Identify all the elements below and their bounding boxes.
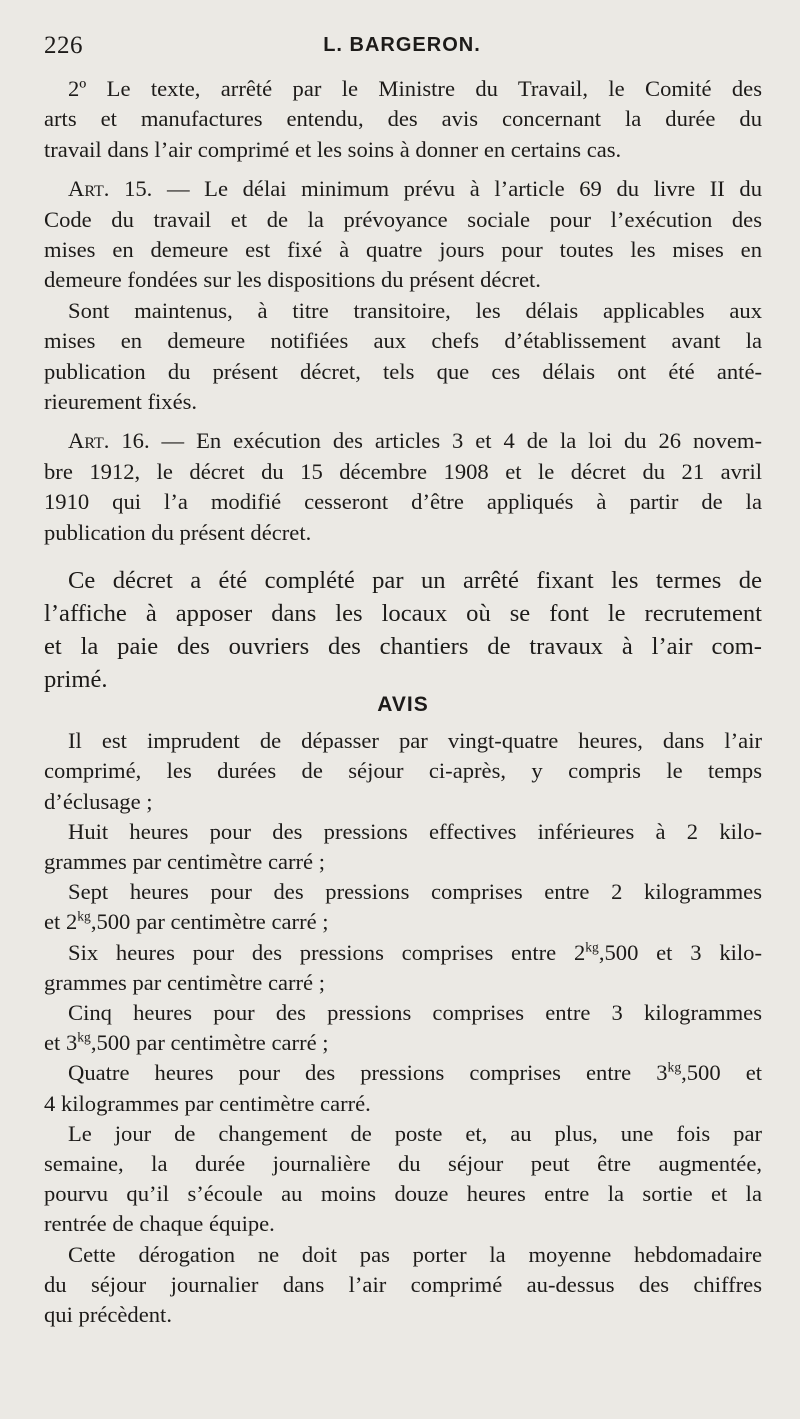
avis-heading: AVIS [377, 693, 429, 717]
text-line: publication du présent décret. [44, 519, 312, 545]
text-line: demeure fondées sur les dispositions du présent décret. [44, 267, 541, 293]
text-fragment: — En exécution des articles 3 et 4 de la loi du 26 novem- [149, 428, 762, 454]
text-line: qui précèdent. [44, 1301, 172, 1327]
page-header [44, 32, 760, 64]
text-line: grammes par centimètre carré ; [44, 848, 326, 874]
text-line: publication du présent décret, tels que ces délais ont été anté- [44, 358, 762, 384]
text-line: Cinq heures pour des pressions comprises entre 3 kilogrammes [68, 999, 762, 1025]
text-line: Huit heures pour des pressions effectives inférieures à 2 kilo- [68, 818, 762, 844]
text-line: primé. [44, 666, 108, 694]
text-line: et $2^{kg},500$ par centimètre carré ; [44, 908, 329, 935]
text-line: bre 1912, le décret du 15 décembre 1908 et le décret du 21 avril [44, 458, 762, 484]
text-line: Quatre heures pour des pressions comprises entre $3^{kg},500$ et [68, 1059, 762, 1086]
text-line: Cette dérogation ne doit pas porter la moyenne hebdomadaire [68, 1241, 762, 1267]
text-line: 2º Le texte, arrêté par le Ministre du Travail, le Comité des [68, 76, 762, 101]
paragraph-2-texte [44, 74, 762, 165]
text-line: pourvu qu’il s’écoule au moins douze heures entre la sortie et la [44, 1181, 762, 1207]
commentary-paragraph [44, 564, 762, 696]
text-line [44, 174, 762, 204]
unit-superscript: kg [77, 1029, 91, 1045]
unit-superscript: kg [585, 938, 599, 954]
article-15 [44, 174, 762, 417]
text-line: rieurement fixés. [44, 389, 198, 415]
text-line: et la paie des ouvriers des chantiers de travaux à l’air com- [44, 633, 762, 661]
text-line: d’éclusage ; [44, 788, 153, 814]
text-line: l’affiche à apposer dans les locaux où se font le recrutement [44, 600, 762, 628]
text-line: Le jour de changement de poste et, au plus, une fois par [68, 1120, 762, 1146]
article-16 [44, 426, 762, 548]
text-line: arts et manufactures entendu, des avis concernant la durée du [44, 106, 762, 132]
page-number: 226 [44, 32, 83, 59]
article-label: Art. 16. [68, 428, 150, 454]
text-line [44, 426, 762, 456]
text-line: Sept heures pour des pressions comprises entre 2 kilogrammes [68, 879, 762, 905]
avis-notice [44, 726, 762, 1330]
text-line: et $3^{kg},500$ par centimètre carré ; [44, 1029, 329, 1056]
text-line: grammes par centimètre carré ; [44, 969, 326, 995]
text-line: mises en demeure est fixé à quatre jours pour toutes les mises en [44, 237, 762, 263]
article-label: Art. 15. [68, 176, 153, 202]
text-fragment: — Le délai minimum prévu à l’article 69 du livre II du [152, 176, 762, 202]
text-line: Sont maintenus, à titre transitoire, les délais applicables aux [68, 297, 762, 323]
running-head: L. BARGERON. [323, 34, 481, 56]
text-line: 1910 qui l’a modifié cesseront d’être appliqués à partir de la [44, 489, 762, 515]
text-line: Ce décret a été complété par un arrêté fixant les termes de [68, 567, 762, 595]
text-line: Code du travail et de la prévoyance sociale pour l’exécution des [44, 206, 762, 232]
text-line: travail dans l’air comprimé et les soins à donner en certains cas. [44, 136, 622, 162]
text-line: mises en demeure notifiées aux chefs d’établissement avant la [44, 328, 762, 354]
text-line: 4 kilogrammes par centimètre carré. [44, 1090, 371, 1116]
text-line: du séjour journalier dans l’air comprimé au-dessus des chiffres [44, 1271, 762, 1297]
text-line: Six heures pour des pressions comprises entre $2^{kg},500$ et 3 kilo- [68, 938, 762, 965]
text-line: rentrée de chaque équipe. [44, 1211, 275, 1237]
unit-superscript: kg [77, 908, 91, 924]
page-body [44, 74, 762, 1330]
text-line: semaine, la durée journalière du séjour peut être augmentée, [44, 1150, 762, 1176]
unit-superscript: kg [667, 1059, 682, 1075]
text-line: Il est imprudent de dépasser par vingt-quatre heures, dans l’air [68, 728, 762, 754]
text-line: comprimé, les durées de séjour ci-après, y compris le temps [44, 758, 762, 784]
